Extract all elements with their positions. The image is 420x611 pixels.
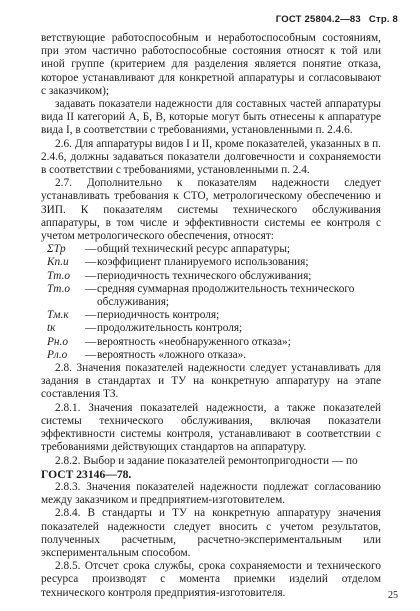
- paragraph-2-8-1: 2.8.1. Значения показателей надежности, а также показателей системы технического обслуживания, включая показатели эффективности системы контроля, устанавливают в соответствии с требованиями действующих стандартов на аппаратуру.: [41, 401, 381, 454]
- paragraph-2-8-2: 2.8.2. Выбор и задание показателей ремонтопригодности — по: [55, 454, 358, 467]
- definition-text: продолжительность контроля;: [97, 322, 243, 335]
- definition-text: периодичность контроля;: [97, 309, 220, 322]
- definition-item: tк — продолжительность контроля;: [41, 322, 381, 335]
- definition-text: вероятность «ложного отказа».: [97, 348, 247, 361]
- definition-text: общий технический ресурс аппаратуры;: [97, 243, 291, 256]
- definition-symbol: tк: [47, 322, 56, 335]
- definition-item: Kп.и — коэффициент планируемого использования;: [41, 256, 381, 269]
- definition-text: периодичность технического обслуживания;: [97, 269, 312, 282]
- document-body: [41, 32, 381, 600]
- definition-symbol: Kп.и: [47, 256, 69, 269]
- definition-symbol: Tт.о: [47, 269, 71, 282]
- page-header: [276, 14, 398, 25]
- definition-item: Pн.о — вероятность «необнаруженного отказа»;: [41, 336, 381, 349]
- definition-item: Tт.о — периодичность технического обслуживания;: [41, 270, 381, 283]
- definition-text: коэффициент планируемого использования;: [97, 256, 309, 269]
- paragraph-continuation: ветствующие работоспособным и неработоспособным состояниям, при этом частично работоспособные состояния относят к той или иной группе (критерием для разделения является понятие отказа, которое устанавливают для конкретной аппаратуры и согласовывают с заказчиком);: [41, 32, 381, 97]
- definition-item: ΣTр — общий технический ресурс аппаратуры;: [41, 243, 381, 256]
- definition-symbol: Tм.к: [47, 309, 69, 322]
- gost-reference: ГОСТ 23146—78.: [41, 467, 132, 481]
- paragraph-2-8-4: 2.8.4. В стандарты и ТУ на конкретную аппаратуру значения показателей надежности следует вносить с учетом результатов, полученных расчетным, расчетно-экспериментальным или экспериментальным способом.: [41, 507, 381, 559]
- definition-list: [41, 243, 381, 362]
- standard-number: ГОСТ 25804.2—83: [275, 14, 361, 25]
- paragraph-2-8: 2.8. Значения показателей надежности следует устанавливать для задания в стандартах и ТУ на конкретную аппаратуру на этапе составления ТЗ.: [41, 362, 381, 401]
- definition-symbol: Tт.о: [47, 282, 71, 295]
- paragraph-2-6: 2.6. Для аппаратуры видов I и II, кроме показателей, указанных в п. 2.4.6, должны задаваться показатели долговечности и сохраняемости в соответствии с требованиями, установленными п. 2.4.: [41, 137, 381, 177]
- page-label: Стр. 8: [368, 14, 398, 25]
- definition-item: Pл.о — вероятность «ложного отказа».: [41, 349, 381, 362]
- paragraph-2-8-5: 2.8.5. Отсчет срока службы, срока сохраняемости и технического ресурса производят с момента приемки изделий отделом технического контроля предприятия-изготовителя.: [41, 560, 381, 599]
- definition-text: средняя суммарная продолжительность технического обслуживания;: [97, 282, 355, 309]
- definition-symbol: ΣTр: [47, 243, 66, 256]
- paragraph-2-7: 2.7. Дополнительно к показателям надежности следует устанавливать требования к СТО, метрологическому обеспечению и ЗИП. К показателям системы технического обслуживания аппаратуры, в том числе и эффективности системы ее контроля с учетом метрологического обеспечения, относят:: [41, 177, 381, 243]
- definition-text: вероятность «необнаруженного отказа»;: [97, 335, 291, 348]
- definition-item: Tт.о — средняя суммарная продолжительность технического обслуживания;: [41, 283, 381, 309]
- definition-symbol: Pл.о: [47, 348, 68, 361]
- definition-symbol: Pн.о: [47, 335, 68, 348]
- paragraph-requirement: задавать показатели надежности для составных частей аппаратуры вида II категорий А, Б, В, которые могут быть отнесены к аппаратуре вида I, в соответствии с требованиями, установленными п. 2.4.6.: [41, 98, 381, 137]
- paragraph-2-8-3: 2.8.3. Значения показателей надежности подлежат согласованию между заказчиком и предприятием-изготовителем.: [41, 480, 381, 507]
- page-number: 25: [388, 590, 398, 601]
- definition-item: Tм.к — периодичность контроля;: [41, 309, 381, 322]
